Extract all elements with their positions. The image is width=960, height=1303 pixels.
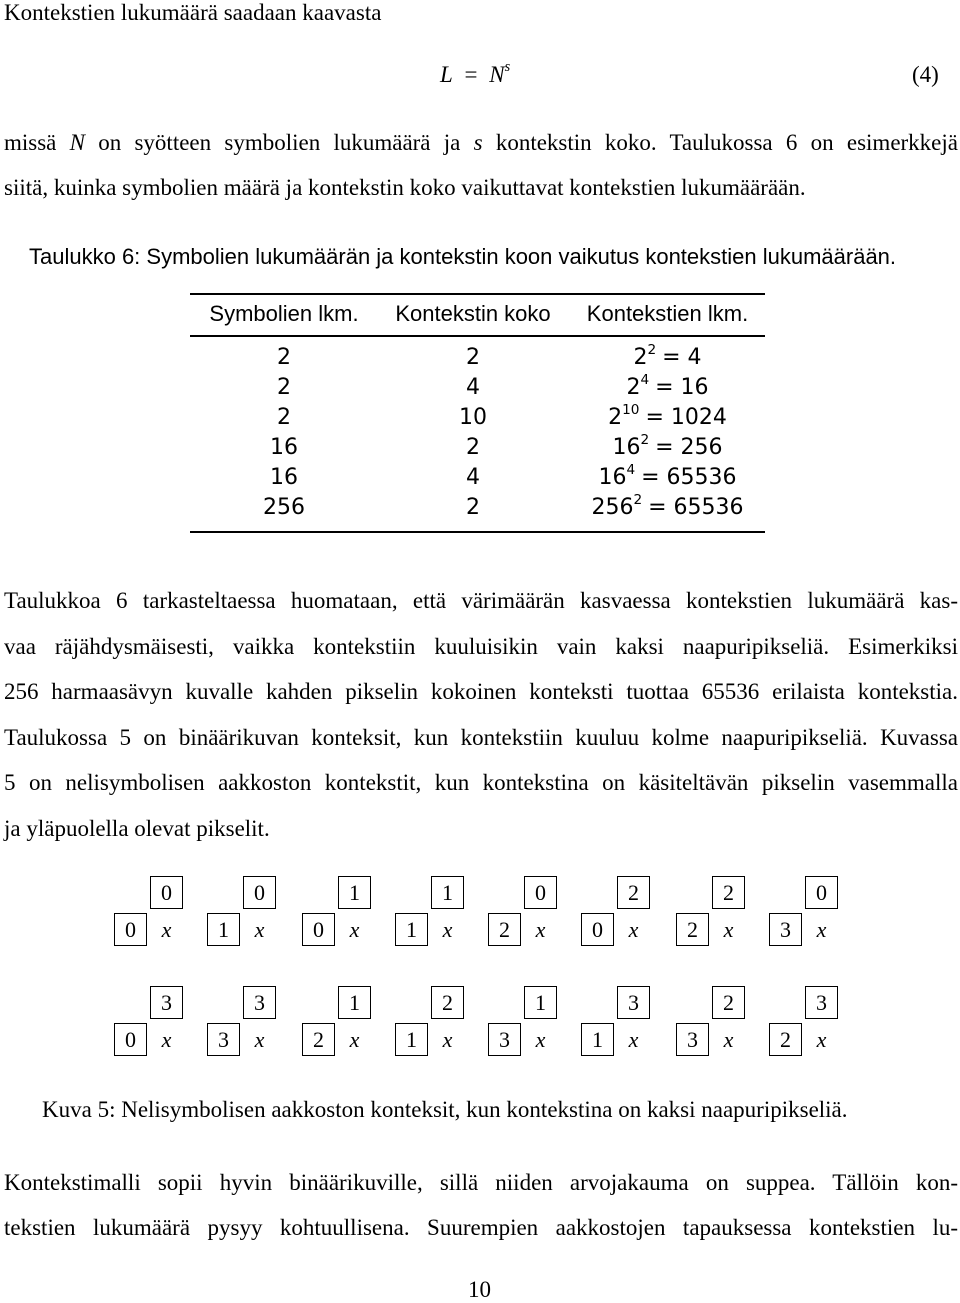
context-top-pixel: 0 [524, 876, 557, 909]
power-exponent: 2 [633, 491, 643, 508]
context-diagram [114, 876, 210, 950]
current-pixel-x: x [442, 1027, 453, 1052]
para2-line: 256 harmaasävyn kuvalle kahden pikselin kokoinen konteksti tuottaa 65536 erilaista kontekstia. [4, 679, 958, 704]
context-diagram [769, 986, 865, 1060]
context-top-pixel: 2 [617, 876, 650, 909]
power-base: 2 [626, 375, 641, 400]
table-header-symbols: Symbolien lkm. [209, 301, 359, 326]
current-pixel-x: x [723, 1027, 734, 1052]
context-top-pixel: 1 [338, 986, 371, 1019]
context-diagram [395, 876, 491, 950]
para2-line: ja yläpuolella olevat pikselit. [4, 815, 270, 841]
table-cell-symbols: 2 [277, 345, 291, 370]
context-top-pixel: 3 [805, 986, 838, 1019]
power-result: = 65536 [641, 465, 737, 490]
table-bottom-rule [190, 531, 765, 533]
table-cell-count [575, 431, 760, 460]
context-left-pixel: 2 [676, 913, 709, 946]
context-top-pixel: 0 [243, 876, 276, 909]
context-top-pixel: 2 [431, 986, 464, 1019]
context-left-pixel: 2 [769, 1023, 802, 1056]
equation-lhs: L [440, 62, 453, 87]
context-top-pixel: 3 [150, 986, 183, 1019]
current-pixel-x: x [723, 917, 734, 942]
current-pixel-x: x [816, 1027, 827, 1052]
context-top-pixel: 1 [524, 986, 557, 1019]
power-result: = 16 [655, 375, 709, 400]
para2-line: Taulukossa 5 on binäärikuvan konteksit, kun kontekstiin kuuluu kolme naapuripikseliä. Kuvassa [4, 724, 958, 750]
context-left-pixel: 3 [488, 1023, 521, 1056]
para1-line2: siitä, kuinka symbolien määrä ja kontekstin koko vaikuttavat kontekstien lukumäärään. [4, 175, 806, 200]
context-diagram [769, 876, 865, 950]
table-cell-size: 4 [466, 465, 480, 490]
current-pixel-x: x [535, 917, 546, 942]
power-exponent: 2 [647, 341, 657, 358]
context-diagram [488, 876, 584, 950]
table-cell-size: 10 [459, 405, 487, 430]
context-top-pixel: 0 [805, 876, 838, 909]
current-pixel-x: x [628, 917, 639, 942]
table-cell-size: 2 [466, 345, 480, 370]
context-top-pixel: 2 [712, 986, 745, 1019]
table-cell-symbols: 2 [277, 405, 291, 430]
equation-4 [440, 59, 511, 88]
equation-base: N [489, 62, 505, 87]
context-diagram [581, 986, 677, 1060]
power-exponent: 2 [640, 431, 650, 448]
context-diagram [395, 986, 491, 1060]
context-left-pixel: 1 [395, 1023, 428, 1056]
para2-line: 5 on nelisymbolisen aakkoston kontekstit, kun kontekstina on käsiteltävän pikselin vasemmalla [4, 770, 958, 795]
power-exponent: 4 [640, 371, 650, 388]
table-cell-count [575, 491, 760, 520]
power-base: 256 [591, 495, 634, 520]
current-pixel-x: x [161, 1027, 172, 1052]
context-left-pixel: 0 [302, 913, 335, 946]
context-diagram [581, 876, 677, 950]
context-top-pixel: 1 [431, 876, 464, 909]
page-number: 10 [468, 1277, 491, 1302]
table-top-rule [190, 293, 765, 295]
context-top-pixel: 3 [243, 986, 276, 1019]
power-result: = 1024 [645, 405, 727, 430]
equation-equals: = [464, 62, 478, 87]
context-top-pixel: 1 [338, 876, 371, 909]
para2-line: vaa räjähdysmäisesti, vaikka kontekstiin kuuluisikin vain kaksi naapuripikseliä. Esimerkiksi [4, 633, 958, 659]
power-exponent: 10 [622, 401, 640, 418]
power-base: 2 [633, 345, 648, 370]
context-left-pixel: 0 [114, 1023, 147, 1056]
intro-line: Kontekstien lukumäärä saadaan kaavasta [4, 0, 382, 25]
context-top-pixel: 0 [150, 876, 183, 909]
para3-line: tekstien lukumäärä pysyy kohtuullisena. Suurempien aakkostojen tapauksessa kontekstien lu- [4, 1215, 958, 1240]
current-pixel-x: x [349, 1027, 360, 1052]
context-top-pixel: 3 [617, 986, 650, 1019]
table-cell-symbols: 256 [263, 495, 305, 520]
para1-line1: missä N on syötteen symbolien lukumäärä ja s kontekstin koko. Taulukossa 6 on esimerkkejä [4, 130, 958, 155]
table-cell-size: 4 [466, 375, 480, 400]
current-pixel-x: x [535, 1027, 546, 1052]
context-left-pixel: 1 [395, 913, 428, 946]
context-left-pixel: 1 [581, 1023, 614, 1056]
context-left-pixel: 2 [488, 913, 521, 946]
table-cell-count [575, 461, 760, 490]
context-left-pixel: 1 [207, 913, 240, 946]
context-diagram [676, 876, 772, 950]
current-pixel-x: x [816, 917, 827, 942]
table-cell-count [575, 341, 760, 370]
context-left-pixel: 3 [676, 1023, 709, 1056]
context-top-pixel: 2 [712, 876, 745, 909]
table-cell-size: 2 [466, 435, 480, 460]
context-left-pixel: 0 [114, 913, 147, 946]
table-cell-size: 2 [466, 495, 480, 520]
table-header-rule [190, 335, 765, 337]
table-header-size: Kontekstin koko [395, 301, 551, 326]
table-cell-count [575, 401, 760, 430]
current-pixel-x: x [442, 917, 453, 942]
power-exponent: 4 [626, 461, 636, 478]
current-pixel-x: x [254, 917, 265, 942]
table-cell-count [575, 371, 760, 400]
symbol-s: s [473, 130, 483, 155]
context-left-pixel: 3 [207, 1023, 240, 1056]
context-diagram [207, 986, 303, 1060]
power-result: = 4 [662, 345, 702, 370]
power-base: 16 [612, 435, 641, 460]
current-pixel-x: x [161, 917, 172, 942]
power-base: 16 [598, 465, 627, 490]
figure-caption: Kuva 5: Nelisymbolisen aakkoston konteksit, kun kontekstina on kaksi naapuripikseliä. [42, 1097, 848, 1122]
table-cell-symbols: 16 [270, 435, 298, 460]
table-caption: Taulukko 6: Symbolien lukumäärän ja kontekstin koon vaikutus kontekstien lukumäärään. [29, 244, 897, 269]
context-diagram [207, 876, 303, 950]
current-pixel-x: x [349, 917, 360, 942]
power-result: = 65536 [648, 495, 744, 520]
context-left-pixel: 2 [302, 1023, 335, 1056]
symbol-N: N [69, 130, 85, 155]
para3-line: Kontekstimalli sopii hyvin binäärikuville, sillä niiden arvojakauma on suppea. Tällöin kon- [4, 1170, 958, 1195]
power-result: = 256 [655, 435, 723, 460]
context-left-pixel: 0 [581, 913, 614, 946]
power-base: 2 [608, 405, 623, 430]
table-cell-symbols: 2 [277, 375, 291, 400]
context-diagram [302, 986, 398, 1060]
equation-exponent: s [504, 59, 511, 76]
context-left-pixel: 3 [769, 913, 802, 946]
equation-number: (4) [912, 62, 939, 87]
table-cell-symbols: 16 [270, 465, 298, 490]
para2-line: Taulukkoa 6 tarkasteltaessa huomataan, että värimäärän kasvaessa kontekstien lukumäärä kas- [4, 588, 958, 613]
table-header-count: Kontekstien lkm. [586, 301, 749, 326]
current-pixel-x: x [254, 1027, 265, 1052]
context-diagram [302, 876, 398, 950]
current-pixel-x: x [628, 1027, 639, 1052]
context-diagram [488, 986, 584, 1060]
context-diagram [676, 986, 772, 1060]
context-diagram [114, 986, 210, 1060]
